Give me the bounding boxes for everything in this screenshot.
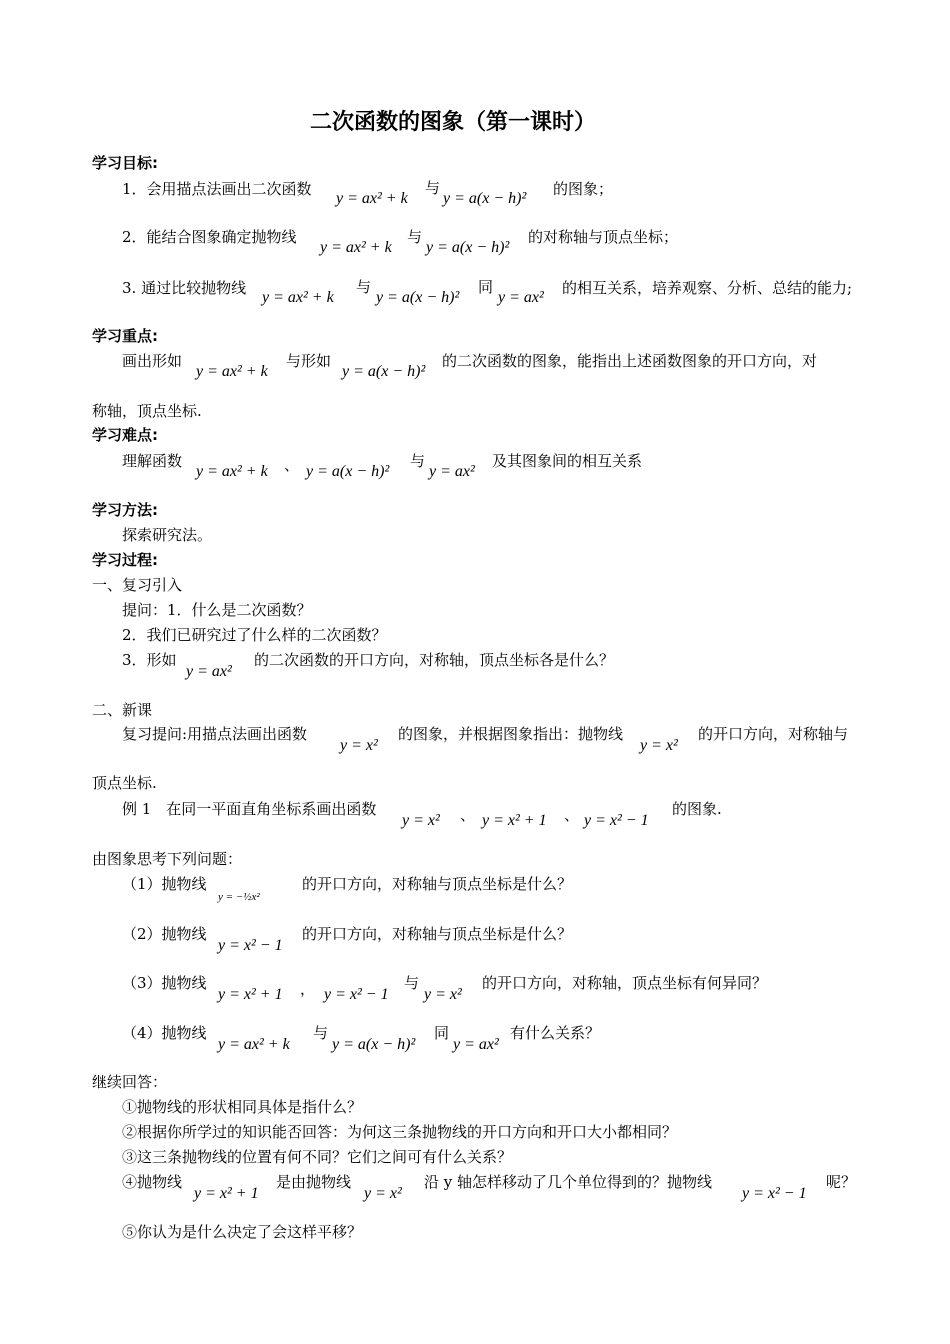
question-1: 的开口方向，对称轴与顶点坐标是什么？	[302, 875, 573, 893]
review-question: 3．形如	[122, 651, 177, 669]
continue-item: 沿 y 轴怎样移动了几个单位得到的？抛物线	[424, 1173, 713, 1191]
key-text: 称轴，顶点坐标.	[92, 402, 202, 420]
question-4: 与	[313, 1024, 329, 1042]
review-heading: 一、复习引入	[92, 576, 183, 594]
formula: y = a(x − h)²	[376, 289, 460, 306]
question-4: 有什么关系？	[510, 1024, 601, 1042]
formula: y = a(x − h)²	[342, 363, 426, 380]
goal-2-text: 2．能结合图象确定抛物线	[122, 228, 297, 246]
newlesson-text: 的开口方向，对称轴与	[698, 725, 849, 743]
formula: y = ax² + k	[196, 363, 268, 380]
formula: y = x² − 1	[324, 986, 389, 1003]
formula: y = x²	[424, 986, 462, 1003]
goal-1-text: 1．会用描点法画出二次函数	[122, 180, 312, 198]
formula: y = ax² + k	[262, 289, 334, 306]
goal-3-text: 3. 通过比较抛物线	[122, 279, 247, 297]
continue-item: ④抛物线	[122, 1173, 183, 1191]
goal-2-text: 与	[407, 228, 423, 246]
difficulty-text: 、	[284, 456, 300, 474]
difficulty-text: 理解函数	[122, 452, 183, 470]
formula: y = ax²	[186, 663, 232, 680]
review-question: 的二次函数的开口方向，对称轴，顶点坐标各是什么？	[254, 651, 615, 669]
difficulty-text: 及其图象间的相互关系	[492, 452, 643, 470]
formula: y = −½x²	[218, 891, 260, 903]
formula: y = x² − 1	[584, 812, 649, 829]
newlesson-text: 复习提问:用描点法画出函数	[122, 725, 308, 743]
formula: y = ax² + k	[320, 239, 392, 256]
continue-item: 呢？	[826, 1173, 857, 1191]
formula: y = x²	[640, 737, 678, 754]
review-question: 提问：1．什么是二次函数？	[122, 601, 312, 619]
section-heading-method: 学习方法:	[92, 501, 158, 519]
key-text: 画出形如	[122, 352, 183, 370]
goal-1-text: 的图象；	[553, 180, 614, 198]
goal-2-text: 的对称轴与顶点坐标；	[528, 228, 679, 246]
continue-item: ③这三条抛物线的位置有何不同？它们之间可有什么关系？	[122, 1148, 513, 1166]
question-3: 的开口方向，对称轴，顶点坐标有何异同？	[482, 974, 768, 992]
method-text: 探索研究法。	[122, 526, 213, 544]
goal-3-text: 的相互关系，培养观察、分析、总结的能力;	[562, 279, 853, 297]
goal-1-text: 与	[425, 179, 441, 197]
continue-item: ①抛物线的形状相同具体是指什么？	[122, 1098, 363, 1116]
formula: y = x² − 1	[742, 1185, 807, 1202]
section-heading-goals: 学习目标:	[92, 154, 158, 172]
question-3: 与	[404, 974, 420, 992]
formula: y = x²	[364, 1185, 402, 1202]
formula: y = a(x − h)²	[306, 463, 390, 480]
question-4: （4）抛物线	[122, 1024, 207, 1042]
question-2: （2）抛物线	[122, 925, 207, 943]
key-text: 的二次函数的图象，能指出上述函数图象的开口方向，对	[442, 352, 818, 370]
formula: y = a(x − h)²	[443, 190, 527, 207]
example-1-text: 的图象.	[672, 800, 722, 818]
formula: y = x² + 1	[482, 812, 547, 829]
think-heading: 由图象思考下列问题：	[92, 850, 243, 868]
question-4: 同	[434, 1024, 450, 1042]
example-1-text: 、	[460, 806, 476, 824]
page-title: 二次函数的图象（第一课时）	[310, 110, 597, 135]
newlesson-text: 的图象，并根据图象指出：抛物线	[398, 725, 624, 743]
question-1: （1）抛物线	[122, 875, 207, 893]
key-text: 与形如	[286, 352, 332, 370]
difficulty-text: 与	[410, 452, 426, 470]
formula: y = ax² + k	[196, 463, 268, 480]
question-3: ，	[300, 980, 316, 998]
continue-item: 是由抛物线	[276, 1173, 352, 1191]
goal-3-text: 与	[356, 278, 372, 296]
question-2: 的开口方向，对称轴与顶点坐标是什么？	[302, 925, 573, 943]
formula: y = ax² + k	[336, 190, 408, 207]
formula: y = ax²	[453, 1036, 499, 1053]
example-1-text: 、	[564, 806, 580, 824]
newlesson-heading: 二、新课	[92, 701, 153, 719]
continue-heading: 继续回答：	[92, 1073, 168, 1091]
newlesson-text: 顶点坐标.	[92, 774, 157, 792]
section-heading-key: 学习重点:	[92, 327, 158, 345]
review-question: 2．我们已研究过了什么样的二次函数？	[122, 626, 387, 644]
formula: y = x²	[340, 737, 378, 754]
section-heading-difficulty: 学习难点:	[92, 426, 158, 444]
formula: y = ax² + k	[218, 1036, 290, 1053]
formula: y = x² − 1	[218, 937, 283, 954]
formula: y = ax²	[498, 289, 544, 306]
section-heading-process: 学习过程:	[92, 551, 158, 569]
continue-item: ⑤你认为是什么决定了会这样平移？	[122, 1223, 363, 1241]
example-1-text: 例 1 在同一平面直角坐标系画出函数	[122, 800, 377, 818]
formula: y = x² + 1	[194, 1185, 259, 1202]
formula: y = a(x − h)²	[332, 1036, 416, 1053]
goal-3-text: 同	[478, 278, 494, 296]
formula: y = ax²	[429, 463, 475, 480]
continue-item: ②根据你所学过的知识能否回答：为何这三条抛物线的开口方向和开口大小都相同？	[122, 1123, 678, 1141]
formula: y = x² + 1	[218, 986, 283, 1003]
formula: y = a(x − h)²	[426, 239, 510, 256]
question-3: （3）抛物线	[122, 974, 207, 992]
formula: y = x²	[402, 812, 440, 829]
